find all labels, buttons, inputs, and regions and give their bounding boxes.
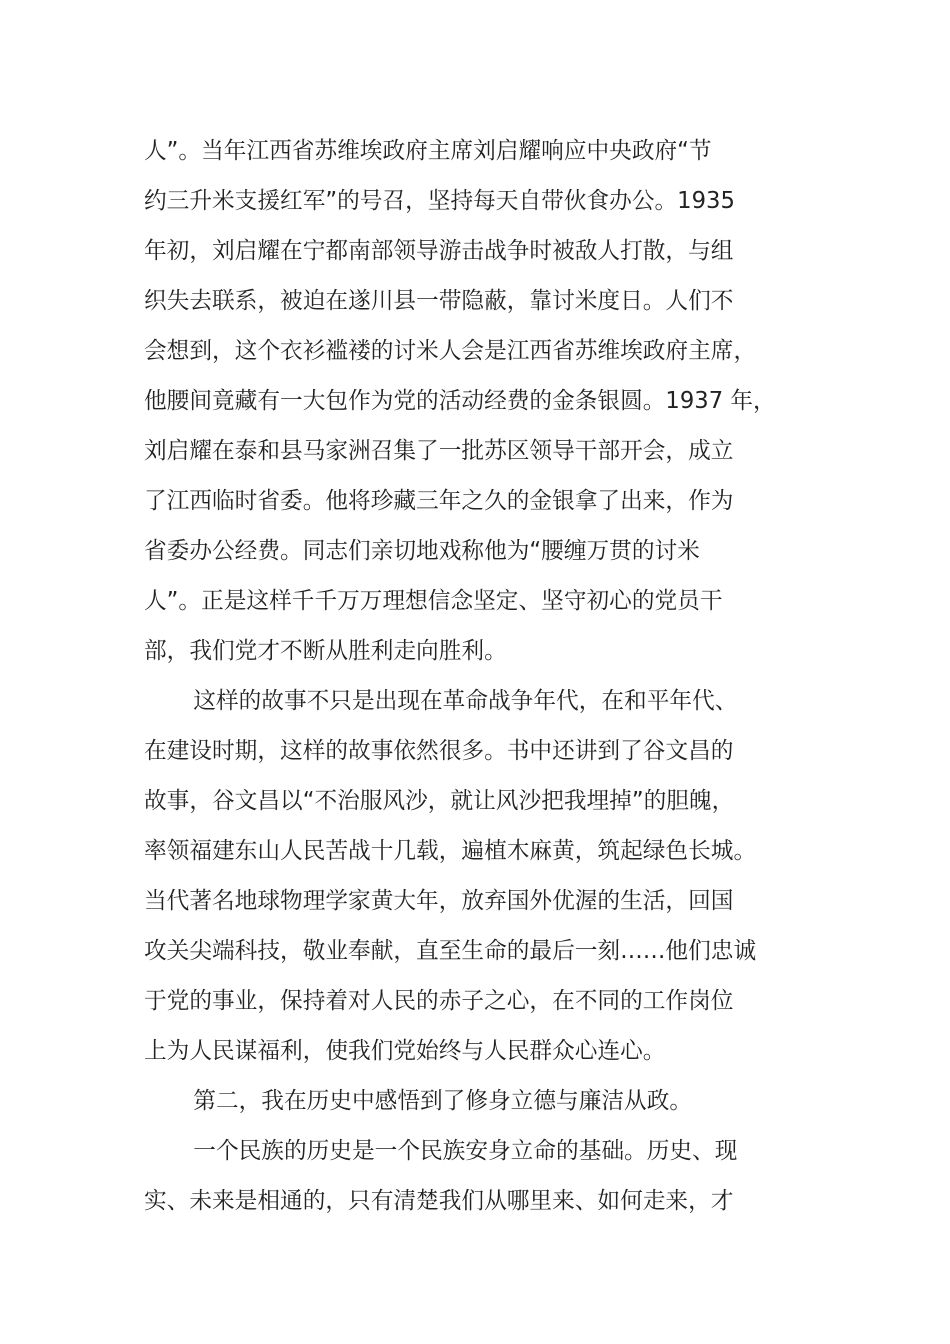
text-line: 约三升米支援红军”的号召，坚持每天自带伙食办公。1935	[144, 188, 735, 214]
text-line: 在建设时期，这样的故事依然很多。书中还讲到了谷文昌的	[144, 738, 734, 764]
text-line: 故事，谷文昌以“不治服风沙，就让风沙把我埋掉”的胆魄，	[144, 788, 735, 814]
text-line: 他腰间竟藏有一大包作为党的活动经费的金条银圆。1937 年，	[144, 388, 776, 414]
text-line: 于党的事业，保持着对人民的赤子之心，在不同的工作岗位	[144, 988, 734, 1014]
text-line: 当代著名地球物理学家黄大年，放弃国外优渥的生活，回国	[144, 888, 734, 914]
text-line: 实、未来是相通的，只有清楚我们从哪里来、如何走来，才	[144, 1188, 734, 1214]
text-line: 了江西临时省委。他将珍藏三年之久的金银拿了出来，作为	[144, 488, 734, 514]
text-line: 年初，刘启耀在宁都南部领导游击战争时被敌人打散，与组	[144, 238, 734, 264]
text-line: 省委办公经费。同志们亲切地戏称他为“腰缠万贯的讨米	[144, 538, 700, 564]
text-line: 织失去联系，被迫在遂川县一带隐蔽，靠讨米度日。人们不	[144, 288, 734, 314]
text-line: 刘启耀在泰和县马家洲召集了一批苏区领导干部开会，成立	[144, 438, 734, 464]
text-line: 会想到，这个衣衫褴褛的讨米人会是江西省苏维埃政府主席，	[144, 338, 757, 364]
text-line: 部，我们党才不断从胜利走向胜利。	[144, 638, 507, 664]
text-line: 攻关尖端科技，敬业奉献，直至生命的最后一刻……他们忠诚	[144, 938, 757, 964]
text-line: 人”。当年江西省苏维埃政府主席刘启耀响应中央政府“节	[144, 138, 712, 164]
text-line: 率领福建东山人民苦战十几载，遍植木麻黄，筑起绿色长城。	[144, 838, 757, 864]
document-body	[144, 126, 844, 1226]
text-line: 这样的故事不只是出现在革命战争年代，在和平年代、	[193, 688, 738, 714]
text-line: 第二，我在历史中感悟到了修身立德与廉洁从政。	[193, 1088, 693, 1114]
text-line: 一个民族的历史是一个民族安身立命的基础。历史、现	[193, 1138, 738, 1164]
text-line: 上为人民谋福利，使我们党始终与人民群众心连心。	[144, 1038, 666, 1064]
text-line: 人”。正是这样千千万万理想信念坚定、坚守初心的党员干	[144, 588, 723, 614]
